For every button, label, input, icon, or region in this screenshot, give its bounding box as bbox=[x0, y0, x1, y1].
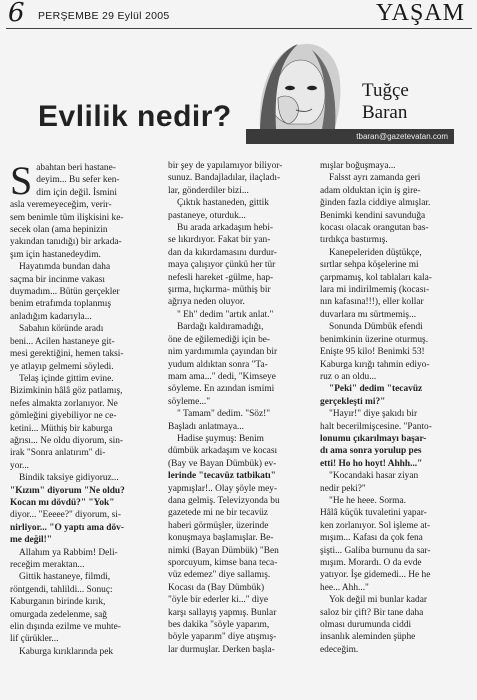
text-line: hee... Ahh..." bbox=[320, 582, 369, 593]
text-line: etti! Ho ho hoyt! Ahhh..." bbox=[320, 458, 423, 469]
text-line: nimki (Bayan Dümbük) "Ben bbox=[168, 545, 279, 556]
text-line: "He he heee. Sorma. bbox=[329, 495, 406, 506]
text-line: sırtlar sehpa köşelerine mi bbox=[320, 260, 419, 271]
text-line: adam olduktan için iş gire- bbox=[320, 185, 421, 196]
text-line: bes dakika "söyle yaparım, bbox=[168, 620, 270, 631]
article-headline: Evlilik nedir? bbox=[38, 100, 232, 133]
text-line: lonumu çıkarılmayı başar- bbox=[320, 433, 427, 444]
text-line: Hadise şuymuş: Benim bbox=[177, 433, 264, 444]
drop-cap: S bbox=[10, 158, 33, 203]
text-line: mesi gerektiğini, hemen taksi- bbox=[10, 349, 124, 360]
text-line: duymadım... Bütün gerçekler bbox=[10, 287, 120, 298]
text-line: konuşmaya başlamışlar. Be- bbox=[168, 533, 274, 544]
text-line: Gittik hastaneye, filmdi, bbox=[19, 572, 111, 583]
text-line: söyleme..." bbox=[168, 396, 211, 407]
text-line: gazetede mi ne bir tecavüz bbox=[168, 508, 268, 519]
text-line: elin dışında ezilme ve muhte- bbox=[10, 622, 121, 633]
text-line: lara mi indirilmemiş (kocası- bbox=[320, 285, 430, 296]
text-line: me değil!" bbox=[10, 535, 52, 546]
text-line: maya çalışıyor çünkü her tür bbox=[168, 260, 276, 271]
author-email[interactable]: tbaran@gazetevatan.com bbox=[246, 129, 454, 144]
text-line: Falsst ayrı zamanda geri bbox=[329, 173, 421, 184]
text-line: çarpmamış, kol tablaları kala- bbox=[320, 272, 432, 283]
text-line: ruz o an oldu... bbox=[320, 371, 377, 382]
text-line: lerinde "tecavüz tatbikatı" bbox=[168, 471, 276, 482]
text-line: se lıkırdıyor. Fakat bir yan- bbox=[168, 235, 271, 246]
text-line: asla veremeyeceğim, verir- bbox=[10, 200, 112, 211]
text-line: ğinden fazla ciddiye almışlar. bbox=[320, 198, 431, 209]
text-line: mam ama..." dedi, "Kimseye bbox=[168, 371, 276, 382]
page-header bbox=[6, 2, 471, 28]
text-line: Kanepeleriden düştükçe, bbox=[329, 247, 422, 258]
text-line: receğim meraktan... bbox=[10, 560, 85, 570]
text-line: Kaburga kırıklarında pek bbox=[19, 646, 114, 657]
text-line: diyor... "Eeeee?" diyorum, si- bbox=[10, 510, 122, 521]
text-line: Kaburga kırığı tahmin ediyo- bbox=[320, 359, 430, 370]
text-line: irak "Sonra anlatırım" di- bbox=[10, 448, 106, 459]
text-line: nefes almakta zorlanıyor. Ne bbox=[10, 398, 118, 409]
text-line: sunuz. Bandajladılar, ilaçladı- bbox=[168, 173, 281, 184]
text-line: "Kızım" diyorum "Ne oldu? bbox=[10, 485, 125, 496]
page-number: 6 bbox=[8, 0, 25, 28]
text-line: şişti... Galiba burnunu da sar- bbox=[320, 545, 431, 556]
text-line: yapmışlar!.. Olay şöyle mey- bbox=[168, 483, 278, 494]
text-line: vüz edemez" diye sallamış. bbox=[168, 570, 271, 581]
text-line: Kaburganın birinde kırık, bbox=[10, 597, 106, 608]
text-line: pastaneye, oturduk... bbox=[168, 210, 246, 221]
text-line: Benimki kendini savunduğa bbox=[320, 210, 426, 221]
text-line: Çıktık hastaneden, gittik bbox=[177, 198, 269, 209]
text-line: Yok değil mi bunlar kadar bbox=[329, 595, 427, 606]
text-line: beni... Acilen hastaneye git- bbox=[10, 336, 115, 347]
text-line: ağrısı... Ne oldu diyorum, sin- bbox=[10, 435, 124, 446]
text-line: ketini... Müthiş bir kaburga bbox=[10, 423, 113, 434]
column-1 bbox=[10, 158, 160, 658]
text-line: " Eh" dedim "artık anlat." bbox=[177, 309, 274, 320]
author-first-name: Tuğçe bbox=[362, 80, 409, 101]
text-line: ağrıya neden oluyor. bbox=[168, 297, 245, 308]
text-line: ken zorlanıyor. Sol işleme at- bbox=[320, 520, 431, 531]
text-line: Bindik taksiye gidiyoruz... bbox=[19, 473, 119, 484]
text-line: lif çürükler... bbox=[10, 634, 59, 645]
issue-date: PERŞEMBE 29 Eylül 2005 bbox=[38, 10, 170, 22]
text-line: dı ama sonra yorulup pes bbox=[320, 446, 422, 457]
text-line: yor... bbox=[10, 460, 30, 471]
text-line: dana gelmiş. Televizyonda bu bbox=[168, 495, 280, 506]
text-line: yatıyor. İşe gidemedi... He he bbox=[320, 570, 431, 581]
text-line: saçma bir incinme vakası bbox=[10, 274, 106, 285]
text-line: öne de eğilemediği için be- bbox=[168, 334, 271, 345]
text-line: Kocası da (Bay Dümbük) bbox=[168, 582, 265, 593]
text-line: "öyle bir ederler ki..." diye bbox=[168, 595, 269, 606]
text-line: söyleme. En azından ismimi bbox=[168, 384, 275, 395]
text-line: Başladı anlatmaya... bbox=[168, 421, 245, 432]
text-line: nirliyor... "O yaptı ama döv- bbox=[10, 522, 124, 533]
text-line: Allahım ya Rabbim! Deli- bbox=[19, 547, 118, 558]
text-line: Bardağı kaldıramadığı, bbox=[177, 322, 264, 333]
text-line: gömleğini giyebiliyor ne ce- bbox=[10, 411, 117, 422]
column-2 bbox=[168, 160, 314, 656]
text-line: sem benimle tüm ilişkisini ke- bbox=[10, 212, 124, 223]
text-line: mışım. Morardı. O da evde bbox=[320, 558, 422, 568]
text-line: Sabahın köründe aradı bbox=[19, 324, 104, 335]
author-photo bbox=[240, 36, 355, 129]
text-line: bir şey de yapılamıyor biliyor- bbox=[168, 161, 283, 171]
author-last-name: Baran bbox=[362, 102, 408, 123]
text-line: dümbük arkadaşım ve kocası bbox=[168, 446, 278, 457]
text-line: yakından tanıdığı) bir arkada- bbox=[10, 237, 122, 248]
text-line: abahtan beri hastane- bbox=[36, 163, 116, 173]
text-line: haberi görmüşler, üzerinde bbox=[168, 520, 269, 531]
text-line: benim etrafımda toplanmış bbox=[10, 299, 112, 310]
text-line: sporcuyum, kimse bana teca- bbox=[168, 558, 278, 568]
text-line: mışlar boğuşmaya... bbox=[320, 161, 396, 171]
text-line: kocası olacak orangutan bas- bbox=[320, 223, 429, 234]
text-line: nın kafasına!!!), eller kollar bbox=[320, 297, 424, 308]
text-line: ye atlayıp gelmemi söyledi. bbox=[10, 361, 114, 372]
text-line: saloz bir çift? Bir tane daha bbox=[320, 607, 424, 618]
column-3 bbox=[320, 160, 470, 656]
text-line: (Bay ve Bayan Dümbük) ev- bbox=[168, 458, 277, 469]
text-line: omurgada zedelenme, sağ bbox=[10, 609, 107, 620]
text-line: şım için hastanedeydim. bbox=[10, 249, 101, 260]
text-line: şırma, hıçkırma- müthiş bir bbox=[168, 285, 271, 296]
text-line: tırdıkça bastırmış. bbox=[320, 235, 388, 246]
text-line: " Tamam" dedim. "Söz!" bbox=[177, 409, 271, 420]
text-line: anladığım kadarıyla... bbox=[10, 311, 92, 322]
text-line: dim için değil. İsmini bbox=[36, 187, 117, 198]
text-line: "Kocandaki hasar ziyan bbox=[329, 471, 419, 482]
text-line: duvarlara mı sürtmemiş... bbox=[320, 309, 417, 320]
text-line: karşı sallayış yapmış. Bunlar bbox=[168, 607, 277, 618]
text-line: Kocan mı dövdü?" "Yok" bbox=[10, 497, 115, 508]
text-line: gerçekleşti mi?" bbox=[320, 396, 386, 407]
text-line: halt becerilmişcesine. "Panto- bbox=[320, 421, 432, 432]
text-line: mışım... Kafası da çok fena bbox=[320, 533, 423, 544]
text-line: "Peki" dedim "tecavüz bbox=[329, 384, 423, 395]
text-line: lar, gönderdiler bizi... bbox=[168, 185, 249, 196]
text-line: Sonunda Dümbük efendi bbox=[329, 322, 423, 333]
text-line: böyle yaparım" diye atışmış- bbox=[168, 632, 277, 643]
text-line: benimkinin üzerine oturmuş. bbox=[320, 334, 429, 345]
text-line: "Hayır!" diye şakıdı bir bbox=[329, 409, 418, 420]
text-line: insanlık aleminden şüphe bbox=[320, 632, 416, 643]
text-line: nedir peki?" bbox=[320, 483, 366, 494]
text-line: dan da kıkırdamasını durdur- bbox=[168, 247, 277, 258]
header-divider bbox=[6, 28, 472, 29]
column-2-text bbox=[168, 160, 314, 656]
text-line: Enişte 95 kilo! Benimki 53! bbox=[320, 347, 425, 358]
text-line: lar durmuşlar. Derken başla- bbox=[168, 644, 275, 655]
text-line: nim yardımımla çayından bir bbox=[168, 347, 278, 358]
column-3-text bbox=[320, 160, 470, 656]
text-line: röntgendi, tahlildi... Sonuç: bbox=[10, 584, 113, 595]
text-line: edeceğim. bbox=[320, 644, 359, 655]
text-line: Bizimkinin hâlâ göz patlamış, bbox=[10, 386, 123, 397]
text-line: olması durumunda ciddi bbox=[320, 620, 412, 631]
text-line: Hayatımda bundan daha bbox=[19, 262, 111, 273]
section-title: YAŞAM bbox=[375, 0, 465, 26]
text-line: yudum aldıktan sonra "Ta- bbox=[168, 359, 268, 370]
column-1-text bbox=[10, 158, 160, 658]
text-line: nefesli hareket -gülme, hap- bbox=[168, 272, 274, 283]
text-line: secek olan (ama hepinizin bbox=[10, 225, 108, 236]
text-line: Telaş içinde gittim evine. bbox=[19, 373, 114, 384]
text-line: deyim... Bu sefer ken- bbox=[36, 175, 120, 186]
text-line: Bu arada arkadaşım hebi- bbox=[177, 223, 274, 234]
text-line: Hâlâ küçük tuvaletini yapar- bbox=[320, 508, 427, 519]
